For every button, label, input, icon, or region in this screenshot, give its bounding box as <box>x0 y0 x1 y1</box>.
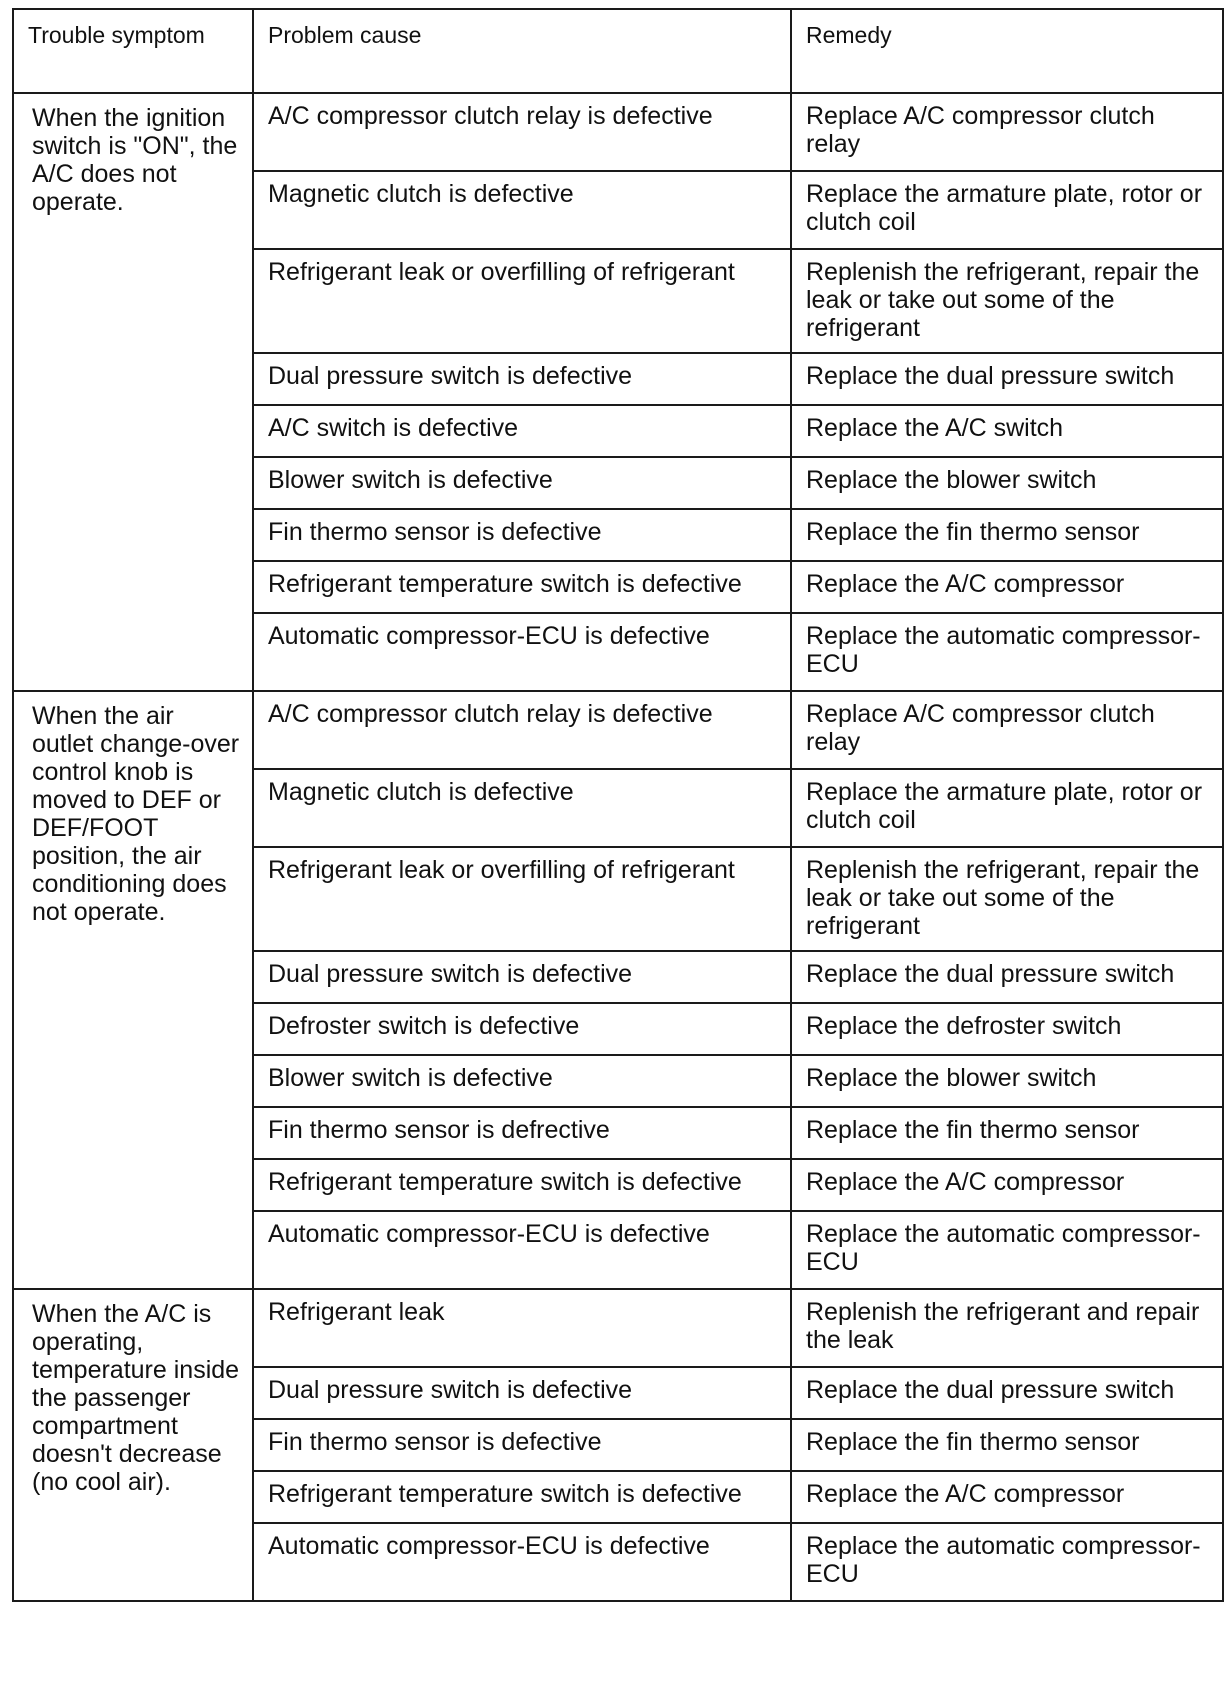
remedy-cell: Replace the automatic compressor-ECU <box>791 1523 1223 1601</box>
problem-cause-cell: Fin thermo sensor is defective <box>253 1419 791 1471</box>
problem-cause-cell: Fin thermo sensor is defective <box>253 509 791 561</box>
trouble-symptom-cell: When the ignition switch is "ON", the A/C does not operate. <box>13 93 253 691</box>
remedy-cell: Replace the fin thermo sensor <box>791 1419 1223 1471</box>
problem-cause-cell: Fin thermo sensor is defrective <box>253 1107 791 1159</box>
remedy-cell: Replace the automatic compressor-ECU <box>791 1211 1223 1289</box>
header-remedy: Remedy <box>791 9 1223 93</box>
table-row <box>13 93 1223 171</box>
problem-cause-cell: Refrigerant temperature switch is defective <box>253 1471 791 1523</box>
remedy-cell: Replace the armature plate, rotor or clutch coil <box>791 769 1223 847</box>
problem-cause-cell: Magnetic clutch is defective <box>253 769 791 847</box>
header-problem-cause: Problem cause <box>253 9 791 93</box>
remedy-cell: Replace the A/C compressor <box>791 1159 1223 1211</box>
problem-cause-cell: Refrigerant temperature switch is defective <box>253 561 791 613</box>
remedy-cell: Replace the fin thermo sensor <box>791 509 1223 561</box>
remedy-cell: Replace the dual pressure switch <box>791 353 1223 405</box>
problem-cause-cell: Defroster switch is defective <box>253 1003 791 1055</box>
trouble-symptom-cell: When the A/C is operating, temperature inside the passenger compartment doesn't decrease (no cool air). <box>13 1289 253 1601</box>
remedy-cell: Replace A/C compressor clutch relay <box>791 93 1223 171</box>
problem-cause-cell: Automatic compressor-ECU is defective <box>253 613 791 691</box>
problem-cause-cell: A/C switch is defective <box>253 405 791 457</box>
problem-cause-cell: A/C compressor clutch relay is defective <box>253 691 791 769</box>
problem-cause-cell: Automatic compressor-ECU is defective <box>253 1523 791 1601</box>
problem-cause-cell: Blower switch is defective <box>253 457 791 509</box>
remedy-cell: Replace the defroster switch <box>791 1003 1223 1055</box>
problem-cause-cell: Refrigerant leak or overfilling of refrigerant <box>253 249 791 353</box>
troubleshooting-table <box>12 8 1224 1602</box>
problem-cause-cell: Dual pressure switch is defective <box>253 1367 791 1419</box>
remedy-cell: Replace the dual pressure switch <box>791 951 1223 1003</box>
table-header-row <box>13 9 1223 93</box>
troubleshooting-sheet <box>12 8 1222 1692</box>
problem-cause-cell: A/C compressor clutch relay is defective <box>253 93 791 171</box>
problem-cause-cell: Automatic compressor-ECU is defective <box>253 1211 791 1289</box>
remedy-cell: Replace the blower switch <box>791 1055 1223 1107</box>
problem-cause-cell: Blower switch is defective <box>253 1055 791 1107</box>
remedy-cell: Replenish the refrigerant, repair the leak or take out some of the refrigerant <box>791 847 1223 951</box>
problem-cause-cell: Dual pressure switch is defective <box>253 353 791 405</box>
problem-cause-cell: Dual pressure switch is defective <box>253 951 791 1003</box>
remedy-cell: Replenish the refrigerant, repair the leak or take out some of the refrigerant <box>791 249 1223 353</box>
remedy-cell: Replace the A/C compressor <box>791 1471 1223 1523</box>
problem-cause-cell: Refrigerant leak <box>253 1289 791 1367</box>
remedy-cell: Replace A/C compressor clutch relay <box>791 691 1223 769</box>
problem-cause-cell: Magnetic clutch is defective <box>253 171 791 249</box>
problem-cause-cell: Refrigerant temperature switch is defective <box>253 1159 791 1211</box>
remedy-cell: Replace the armature plate, rotor or clutch coil <box>791 171 1223 249</box>
remedy-cell: Replace the blower switch <box>791 457 1223 509</box>
remedy-cell: Replace the fin thermo sensor <box>791 1107 1223 1159</box>
remedy-cell: Replace the A/C compressor <box>791 561 1223 613</box>
problem-cause-cell: Refrigerant leak or overfilling of refrigerant <box>253 847 791 951</box>
remedy-cell: Replace the A/C switch <box>791 405 1223 457</box>
remedy-cell: Replace the automatic compressor-ECU <box>791 613 1223 691</box>
table-row <box>13 1289 1223 1367</box>
trouble-symptom-cell: When the air outlet change-over control knob is moved to DEF or DEF/FOOT position, the air conditioning does not operate. <box>13 691 253 1289</box>
remedy-cell: Replace the dual pressure switch <box>791 1367 1223 1419</box>
header-trouble-symptom: Trouble symptom <box>13 9 253 93</box>
table-row <box>13 691 1223 769</box>
remedy-cell: Replenish the refrigerant and repair the leak <box>791 1289 1223 1367</box>
